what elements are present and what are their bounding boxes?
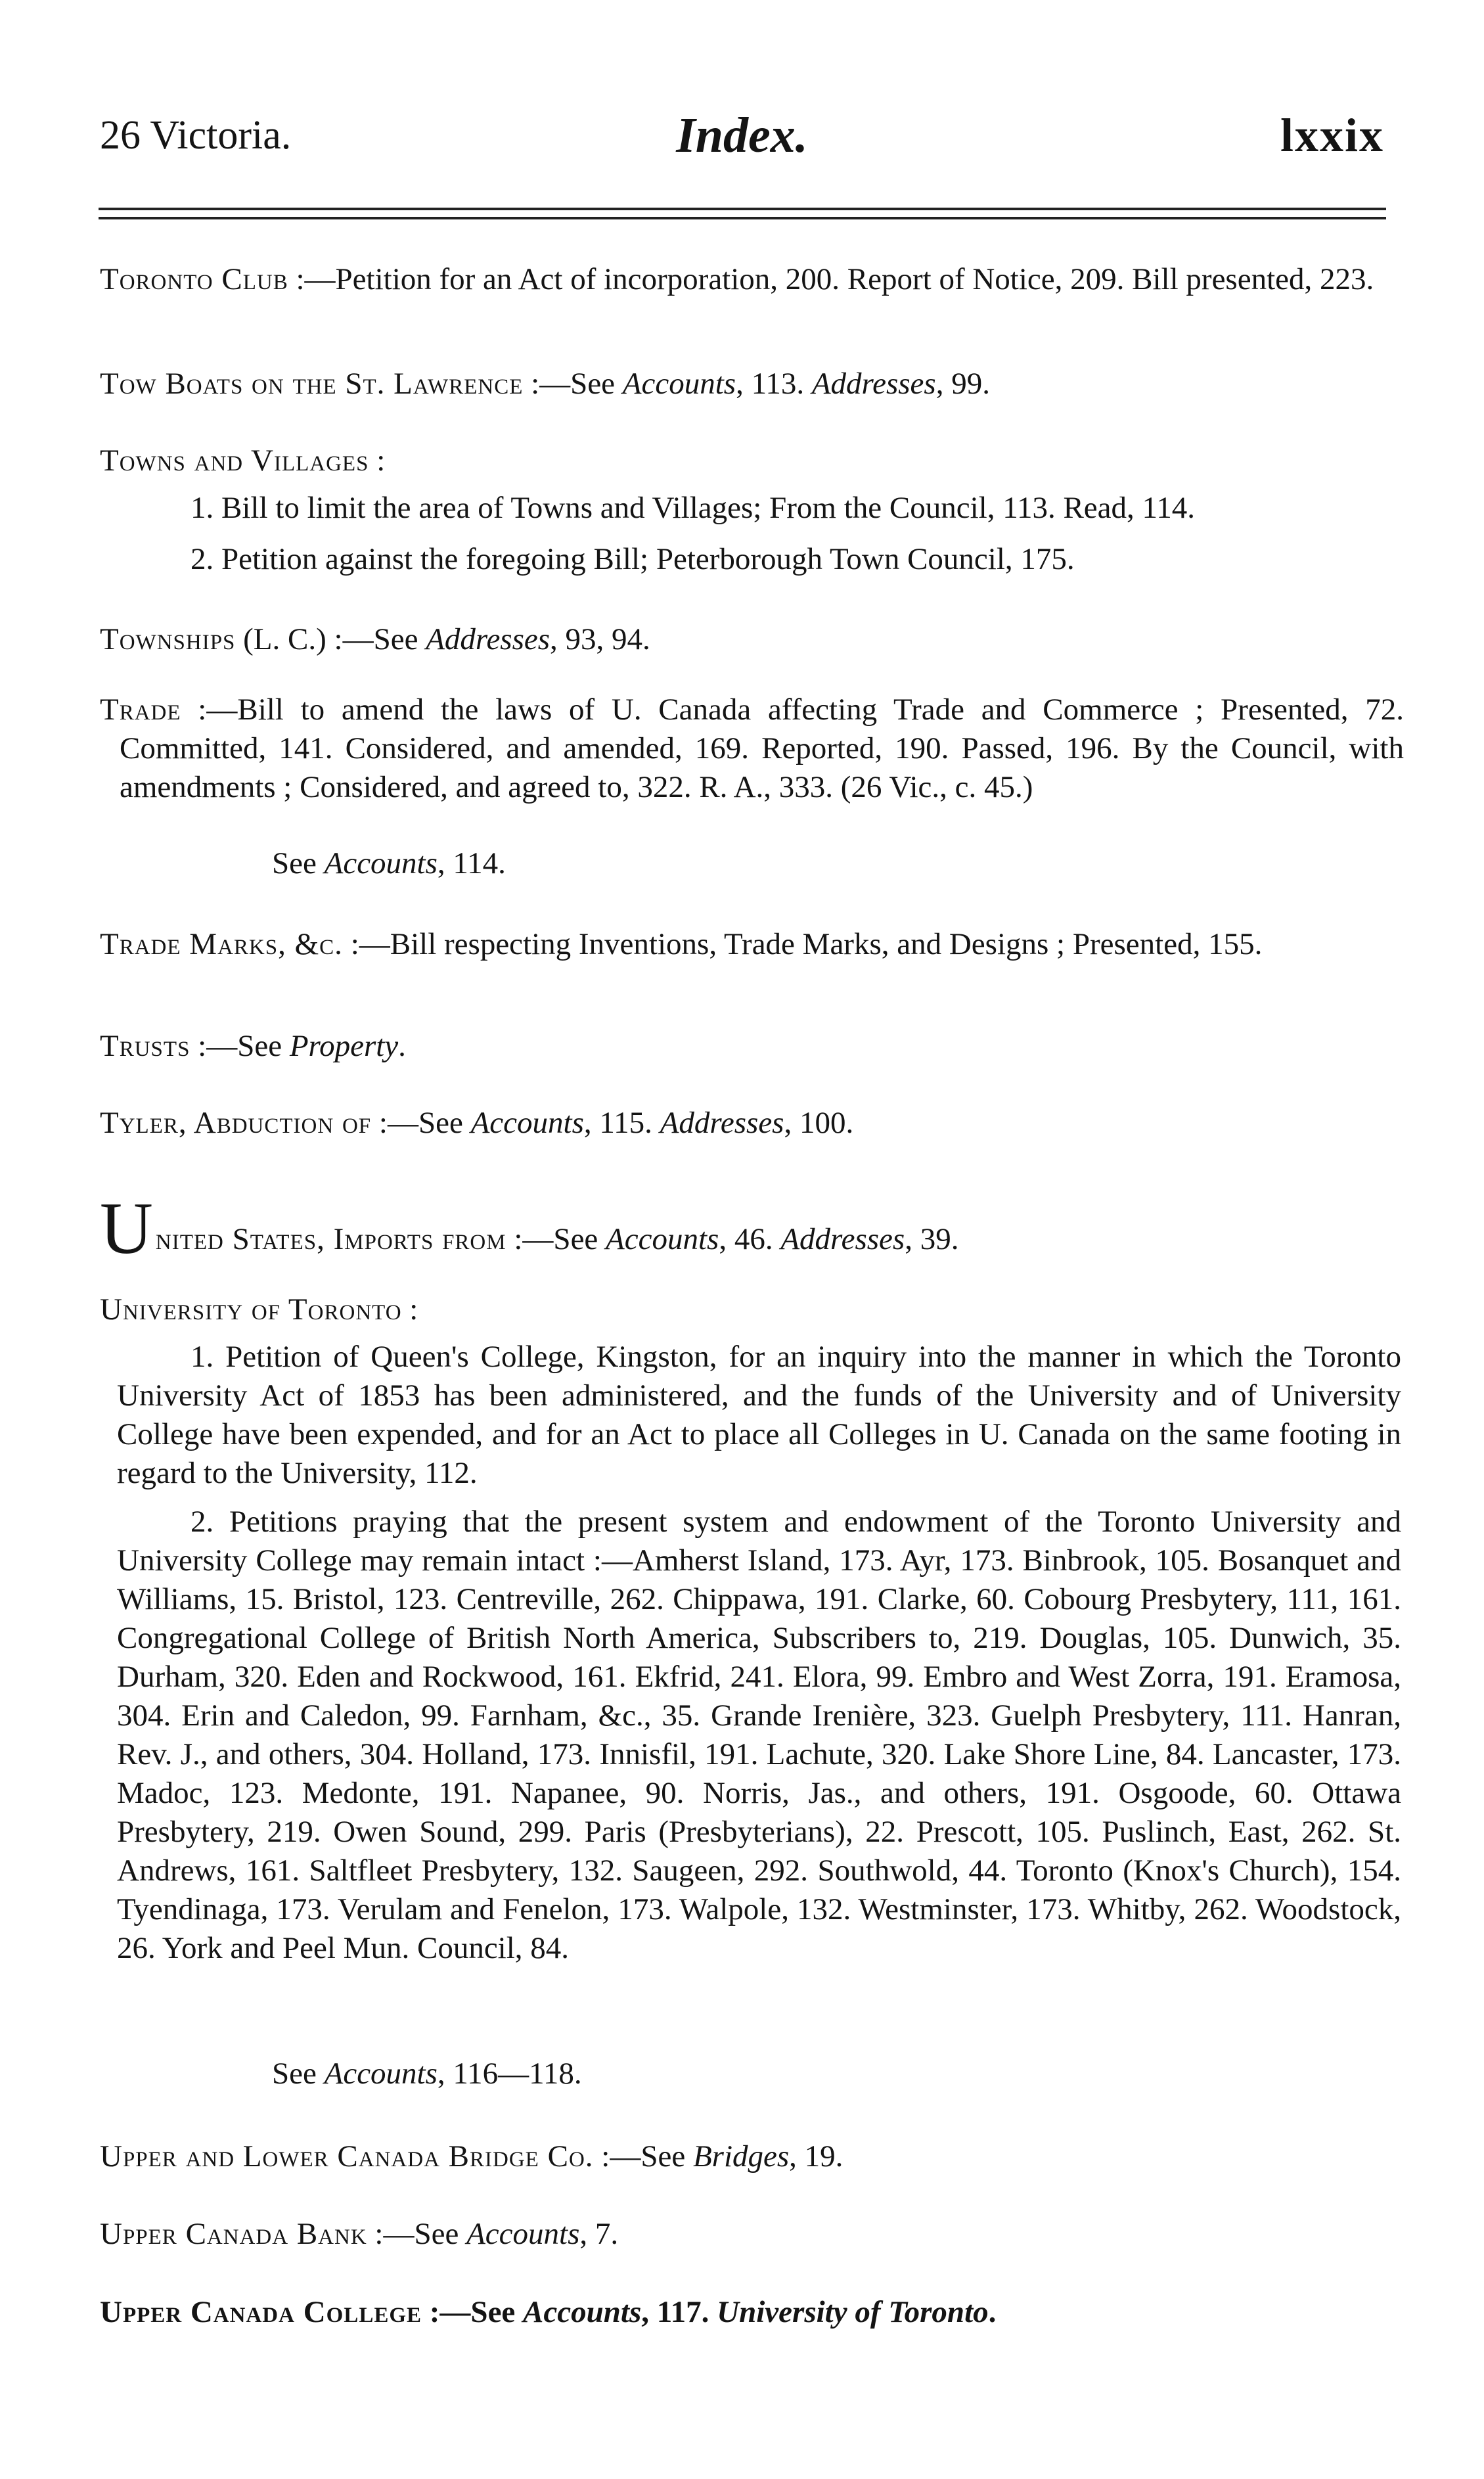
entry-text: :—Bill respecting Inventions, Trade Marks, and Designs ; Presented, 155. <box>342 927 1263 961</box>
entry-trade-marks <box>100 925 1404 964</box>
entry-text: :—Petition for an Act of incorporation, 200. Report of Notice, 209. Bill presented, 223. <box>288 262 1374 296</box>
cross-ref-accounts: Accounts <box>466 2217 580 2251</box>
cross-ref-bridges: Bridges <box>692 2139 790 2173</box>
section-drop-cap: U <box>100 1188 153 1269</box>
entry-heading: Trade <box>100 693 181 727</box>
entry-heading: Tyler, Abduction of <box>100 1106 372 1140</box>
subentry-university-2: 2. Petitions praying that the present system and endowment of the Toronto University and University College may remain intact :—Amherst Island, 173. Ayr, 173. Binbrook, 105. Bosanquet and Williams, 15. Bristol, 123. Centreville, 262. Chippawa, 191. Clarke, 60. Cobourg Presbytery, 111, 161. Congregational College of British North America, Subscribers to, 219. Douglas, 105. Dunwich, 35. Durham, 320. Eden and Rockwood, 161. Ekfrid, 241. Elora, 99. Embro and West Zorra, 191. Eramosa, 304. Erin and Caledon, 99. Farnham, &c., 35. Grande Irenière, 323. Guelph Presbytery, 111. Hanran, Rev. J., and others, 304. Holland, 173. Innisfil, 191. Lachute, 320. Lake Shore Line, 84. Lancaster, 173. Madoc, 123. Medonte, 191. Napanee, 90. Norris, Jas., and others, 191. Osgoode, 60. Ottawa Presbytery, 219. Owen Sound, 299. Paris (Presbyterians), 22. Prescott, 105. Puslinch, East, 262. St. Andrews, 161. Saltfleet Presbytery, 132. Saugeen, 292. Southwold, 44. Toronto (Knox's Church), 154. Tyendinaga, 173. Verulam and Fenelon, 173. Walpole, 132. Westminster, 173. Whitby, 262. Woodstock, 26. York and Peel Mun. Council, 84. <box>117 1505 1401 1965</box>
entry-heading: Trusts <box>100 1029 191 1063</box>
entry-heading: Upper Canada College <box>100 2295 422 2329</box>
cross-ref-accounts: Accounts <box>606 1222 719 1256</box>
subentry-university-1: 1. Petition of Queen's College, Kingston, for an inquiry into the manner in which the Toronto University Act of 1853 has been administered, and the funds of the University and of University College have been expended, and for an Act to place all Colleges in U. Canada on the same footing in regard to the University, 112. <box>117 1340 1401 1490</box>
cross-ref-university-of-toronto: University of Toronto <box>717 2295 989 2329</box>
entry-towns-and-villages: Towns and Villages : <box>100 443 386 478</box>
entry-tow-boats: Tow Boats on the St. Lawrence :—See Accounts, 113. Addresses, 99. <box>100 367 990 401</box>
running-head-title: Index. <box>676 108 808 163</box>
entry-heading: Toronto Club <box>100 262 288 296</box>
header-rule-top <box>99 208 1386 210</box>
cross-ref-addresses: Addresses <box>426 622 551 656</box>
cross-ref-accounts: Accounts <box>324 846 438 880</box>
entry-heading: Upper Canada Bank <box>100 2217 367 2251</box>
entry-upper-canada-bank: Upper Canada Bank :—See Accounts, 7. <box>100 2217 619 2251</box>
entry-united-states: United States, Imports from :—See Accounts, 46. Addresses, 39. <box>100 1188 959 1269</box>
page-number: lxxix <box>1280 109 1384 162</box>
entry-heading: Upper and Lower Canada Bridge Co. <box>100 2139 594 2173</box>
cross-ref-addresses: Addresses <box>660 1106 784 1140</box>
entry-heading: University of Toronto <box>100 1292 402 1327</box>
cross-ref-accounts: Accounts <box>622 367 736 401</box>
cross-ref-addresses: Addresses <box>780 1222 905 1256</box>
cross-ref-accounts: Accounts <box>470 1106 584 1140</box>
entry-upper-canada-college: Upper Canada College :—See Accounts, 117. University of Toronto. <box>100 2295 997 2329</box>
entry-heading: Towns and Villages <box>100 443 369 478</box>
see-also-trade: See Accounts, 114. <box>272 846 506 880</box>
cross-ref-property: Property <box>289 1029 399 1063</box>
entry-text: :—Bill to amend the laws of U. Canada affecting Trade and Commerce ; Presented, 72. Committed, 141. Considered, and amended, 169. Reported, 190. Passed, 196. By the Council, with amendments ; Considered, and agreed to, 322. R. A., 333. (26 Vic., c. 45.) <box>120 693 1404 804</box>
entry-tyler: Tyler, Abduction of :—See Accounts, 115. Addresses, 100. <box>100 1106 854 1140</box>
cross-ref-accounts: Accounts <box>523 2295 642 2329</box>
entry-heading: Trade Marks, &c. <box>100 927 343 961</box>
entry-upper-lower-canada-bridge: Upper and Lower Canada Bridge Co. :—See Bridges, 19. <box>100 2139 843 2173</box>
subentry-towns-1: 1. Bill to limit the area of Towns and Villages; From the Council, 113. Read, 114. <box>191 491 1196 525</box>
entry-toronto-club <box>100 260 1404 299</box>
cross-ref-accounts: Accounts <box>324 2057 438 2091</box>
entry-heading: Townships <box>100 622 236 656</box>
entry-trusts: Trusts :—See Property. <box>100 1029 406 1063</box>
entry-trade <box>100 691 1404 807</box>
subentry-towns-2: 2. Petition against the foregoing Bill; Peterborough Town Council, 175. <box>191 542 1075 576</box>
cross-ref-addresses: Addresses <box>811 367 936 401</box>
header-rule-bottom <box>99 217 1386 219</box>
see-also-university: See Accounts, 116—118. <box>272 2057 582 2091</box>
entry-heading: nited States, Imports from <box>155 1222 506 1256</box>
entry-university-of-toronto: University of Toronto : <box>100 1292 418 1327</box>
entry-heading: Tow Boats on the St. Lawrence <box>100 367 524 401</box>
entry-townships: Townships (L. C.) :—See Addresses, 93, 94. <box>100 622 650 656</box>
running-head-left: 26 Victoria. <box>100 113 292 158</box>
